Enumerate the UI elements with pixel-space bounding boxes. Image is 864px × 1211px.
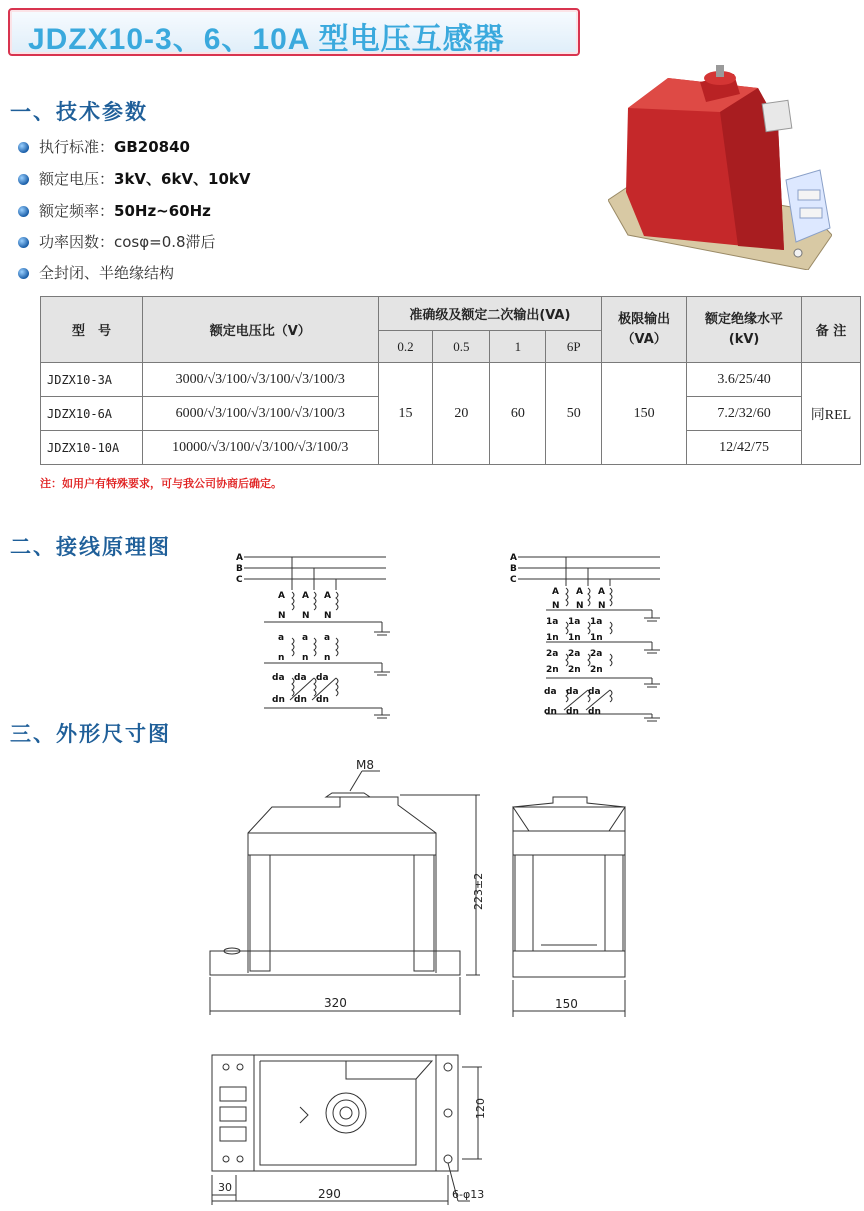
svg-text:da: da [272,673,285,683]
bullet-icon [18,142,29,153]
front-view-drawing [200,755,500,1020]
side-view-drawing [505,785,635,1020]
section-dims-heading: 三、外形尺寸图 [10,722,171,746]
svg-text:A: A [576,587,583,597]
table-row [41,363,861,397]
section-tech-heading: 一、技术参数 [10,100,148,124]
svg-text:1n: 1n [568,633,581,643]
header-limit-output: 极限输出 （VA） [602,297,687,363]
width-dimension: 320 [324,996,347,1010]
svg-text:da: da [566,687,579,697]
limit-output-cell: 150 [602,363,687,465]
svg-text:a: a [302,633,309,643]
svg-text:N: N [302,611,310,621]
ratio-cell: 10000/√3/100/√3/100/√3/100/3 [142,431,378,465]
svg-text:dn: dn [566,707,579,717]
svg-text:da: da [294,673,307,683]
special-request-note: 注：如用户有特殊要求，可与我公司协商后确定。 [40,477,282,490]
mount-width-dimension: 120 [474,1098,487,1119]
product-image [608,60,832,270]
header-accuracy: 准确级及额定二次输出(VA) [378,297,602,331]
holes-dimension: 6-φ13 [452,1188,485,1201]
model-cell: JDZX10-6A [41,397,143,431]
remark-cell: 同REL [802,363,861,465]
svg-text:1a: 1a [568,617,581,627]
wiring-diagram-left [234,550,394,720]
bullet-icon [18,174,29,185]
depth-dimension: 150 [555,997,578,1011]
spec-power-factor: 功率因数：cosφ=0.8滞后 [18,232,216,252]
svg-text:dn: dn [544,707,557,717]
insulation-cell: 3.6/25/40 [687,363,802,397]
model-cell: JDZX10-10A [41,431,143,465]
wiring-diagram-right [506,550,666,726]
section-wiring-heading: 二、接线原理图 [10,535,171,559]
phase-label: A [510,553,517,563]
ratio-cell: 3000/√3/100/√3/100/√3/100/3 [142,363,378,397]
svg-text:1n: 1n [546,633,559,643]
spec-structure: 全封闭、半绝缘结构 [18,263,174,283]
svg-text:dn: dn [588,707,601,717]
svg-text:A: A [302,591,309,601]
thread-label: M8 [356,758,374,772]
svg-text:da: da [588,687,601,697]
svg-text:A: A [598,587,605,597]
svg-text:da: da [544,687,557,697]
svg-text:2n: 2n [590,665,603,675]
accuracy-class: 6P [546,331,602,363]
svg-text:dn: dn [316,695,329,705]
svg-text:2n: 2n [546,665,559,675]
spec-standard: 执行标准：GB20840 [18,137,190,157]
bullet-icon [18,237,29,248]
svg-text:1a: 1a [546,617,559,627]
title-banner [8,8,580,56]
page-title: JDZX10-3、6、10A 型电压互感器 [28,23,505,56]
spec-frequency: 额定频率：50Hz~60Hz [18,201,211,221]
spec-voltage: 额定电压：3kV、6kV、10kV [18,169,251,189]
spec-table [40,296,861,465]
phase-label: A [236,553,243,563]
output-cell: 50 [546,363,602,465]
svg-text:A: A [552,587,559,597]
svg-text:N: N [552,601,560,611]
phase-label: B [236,564,243,574]
svg-text:a: a [278,633,285,643]
svg-text:A: A [278,591,285,601]
bullet-icon [18,206,29,217]
header-ratio: 额定电压比（V） [142,297,378,363]
svg-text:n: n [302,653,309,663]
svg-text:2n: 2n [568,665,581,675]
svg-text:N: N [278,611,286,621]
svg-text:N: N [598,601,606,611]
header-remark: 备 注 [802,297,861,363]
output-cell: 15 [378,363,433,465]
insulation-cell: 7.2/32/60 [687,397,802,431]
svg-text:N: N [576,601,584,611]
svg-text:n: n [324,653,331,663]
svg-text:1a: 1a [590,617,603,627]
svg-text:a: a [324,633,331,643]
svg-text:2a: 2a [568,649,581,659]
header-insulation: 额定绝缘水平 (kV) [687,297,802,363]
svg-text:dn: dn [294,695,307,705]
ratio-cell: 6000/√3/100/√3/100/√3/100/3 [142,397,378,431]
svg-text:dn: dn [272,695,285,705]
accuracy-class: 0.2 [378,331,433,363]
svg-text:n: n [278,653,285,663]
model-cell: JDZX10-3A [41,363,143,397]
phase-label: C [236,575,243,585]
header-model: 型 号 [41,297,143,363]
svg-text:A: A [324,591,331,601]
edge-dimension: 30 [218,1181,232,1194]
svg-text:N: N [324,611,332,621]
svg-text:2a: 2a [546,649,559,659]
bolt-spacing-dimension: 290 [318,1187,341,1201]
svg-text:da: da [316,673,329,683]
bullet-icon [18,268,29,279]
output-cell: 60 [490,363,546,465]
output-cell: 20 [433,363,490,465]
top-view-drawing [200,1045,500,1211]
phase-label: C [510,575,517,585]
insulation-cell: 12/42/75 [687,431,802,465]
svg-text:1n: 1n [590,633,603,643]
accuracy-class: 1 [490,331,546,363]
phase-label: B [510,564,517,574]
height-dimension: 223±2 [472,872,485,910]
accuracy-class: 0.5 [433,331,490,363]
svg-text:2a: 2a [590,649,603,659]
